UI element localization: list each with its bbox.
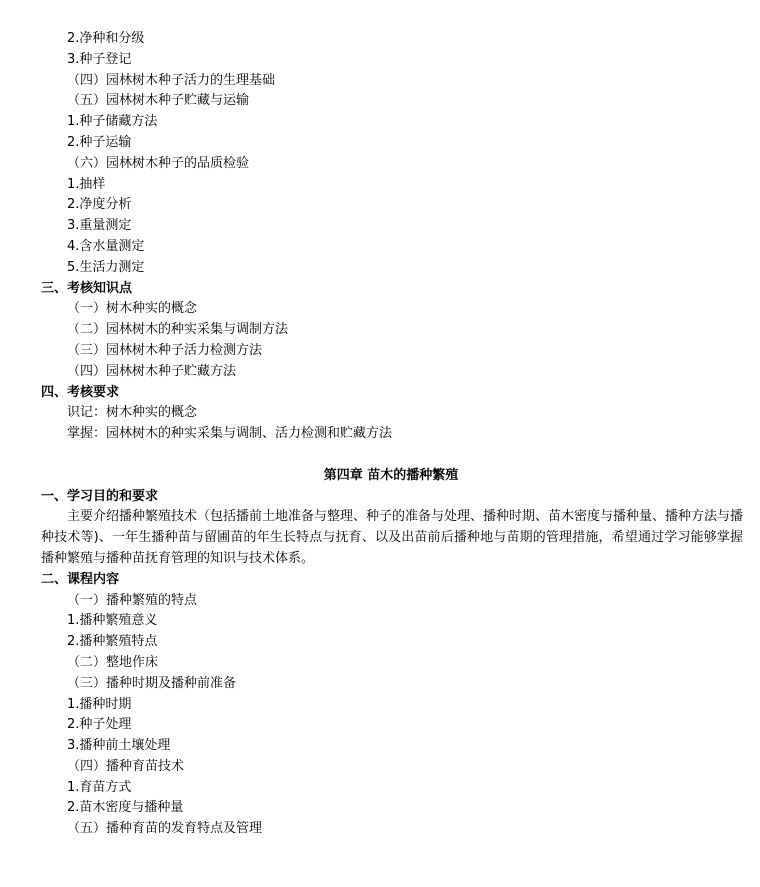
list-item: 1.播种时期 [67,696,132,712]
list-item: 1.抽样 [67,176,106,192]
list-item: （四）园林树木种子活力的生理基础 [67,72,276,88]
list-item: 2.种子处理 [67,717,132,733]
list-item: 2.播种繁殖特点 [67,634,158,650]
list-item: 2.净度分析 [67,197,132,213]
list-item: （二）园林树木的种实采集与调制方法 [67,322,289,338]
list-item: 3.重量测定 [67,218,132,234]
list-item: （二）整地作床 [67,654,159,670]
list-item: （四）播种育苗技术 [67,758,185,774]
list-item: 2.种子运输 [67,134,132,150]
assessment-points-list [0,299,760,382]
list-item: （三）园林树木种子活力检测方法 [67,342,263,358]
list-item: 4.含水量测定 [67,238,145,254]
top-list [0,29,760,279]
list-item: （一）树木种实的概念 [67,301,198,317]
list-item: （三）播种时期及播种前准备 [67,675,237,691]
list-item: （四）园林树木种子贮藏方法 [67,363,237,379]
assessment-requirements-list [0,403,760,445]
list-item: 1.育苗方式 [67,779,132,795]
list-item: 识记：树木种实的概念 [67,405,198,421]
document-page [0,29,760,840]
objectives-paragraph: 主要介绍播种繁殖技术（包括播前土地准备与整理、种子的准备与处理、播种时期、苗木密度与播种量、播种方法与播种技术等)、一年生播种苗与留圃苗的年生长特点与抚育、以及出苗前后播种地与苗期的管理措施，希望通过学习能够掌握播种繁殖与播种苗抚育管理的知识与技术体系。 [41,509,744,566]
chapter-title: 第四章 苗木的播种繁殖 [323,467,459,483]
section-heading-assessment-points: 三、考核知识点 [41,280,133,296]
blank-line [0,445,760,466]
course-content-list [0,591,760,841]
list-item: （五）园林树木种子贮藏与运输 [67,93,250,109]
list-item: 3.播种前土壤处理 [67,738,171,754]
list-item: （六）园林树木种子的品质检验 [67,155,250,171]
list-item: 2.净种和分级 [67,31,145,46]
list-item: 2.苗木密度与播种量 [67,800,184,816]
list-item: 掌握：园林树木的种实采集与调制、活力检测和贮藏方法 [67,426,393,442]
list-item: 3.种子登记 [67,51,132,67]
section-heading-course-content: 二、课程内容 [41,571,120,587]
list-item: 5.生活力测定 [67,259,145,275]
list-item: （五）播种育苗的发育特点及管理 [67,821,263,837]
list-item: 1.种子储藏方法 [67,114,158,130]
list-item: （一）播种繁殖的特点 [67,592,198,608]
section-heading-assessment-requirements: 四、考核要求 [41,384,120,400]
section-heading-learning-objectives: 一、学习目的和要求 [41,488,159,504]
list-item: 1.播种繁殖意义 [67,613,158,629]
